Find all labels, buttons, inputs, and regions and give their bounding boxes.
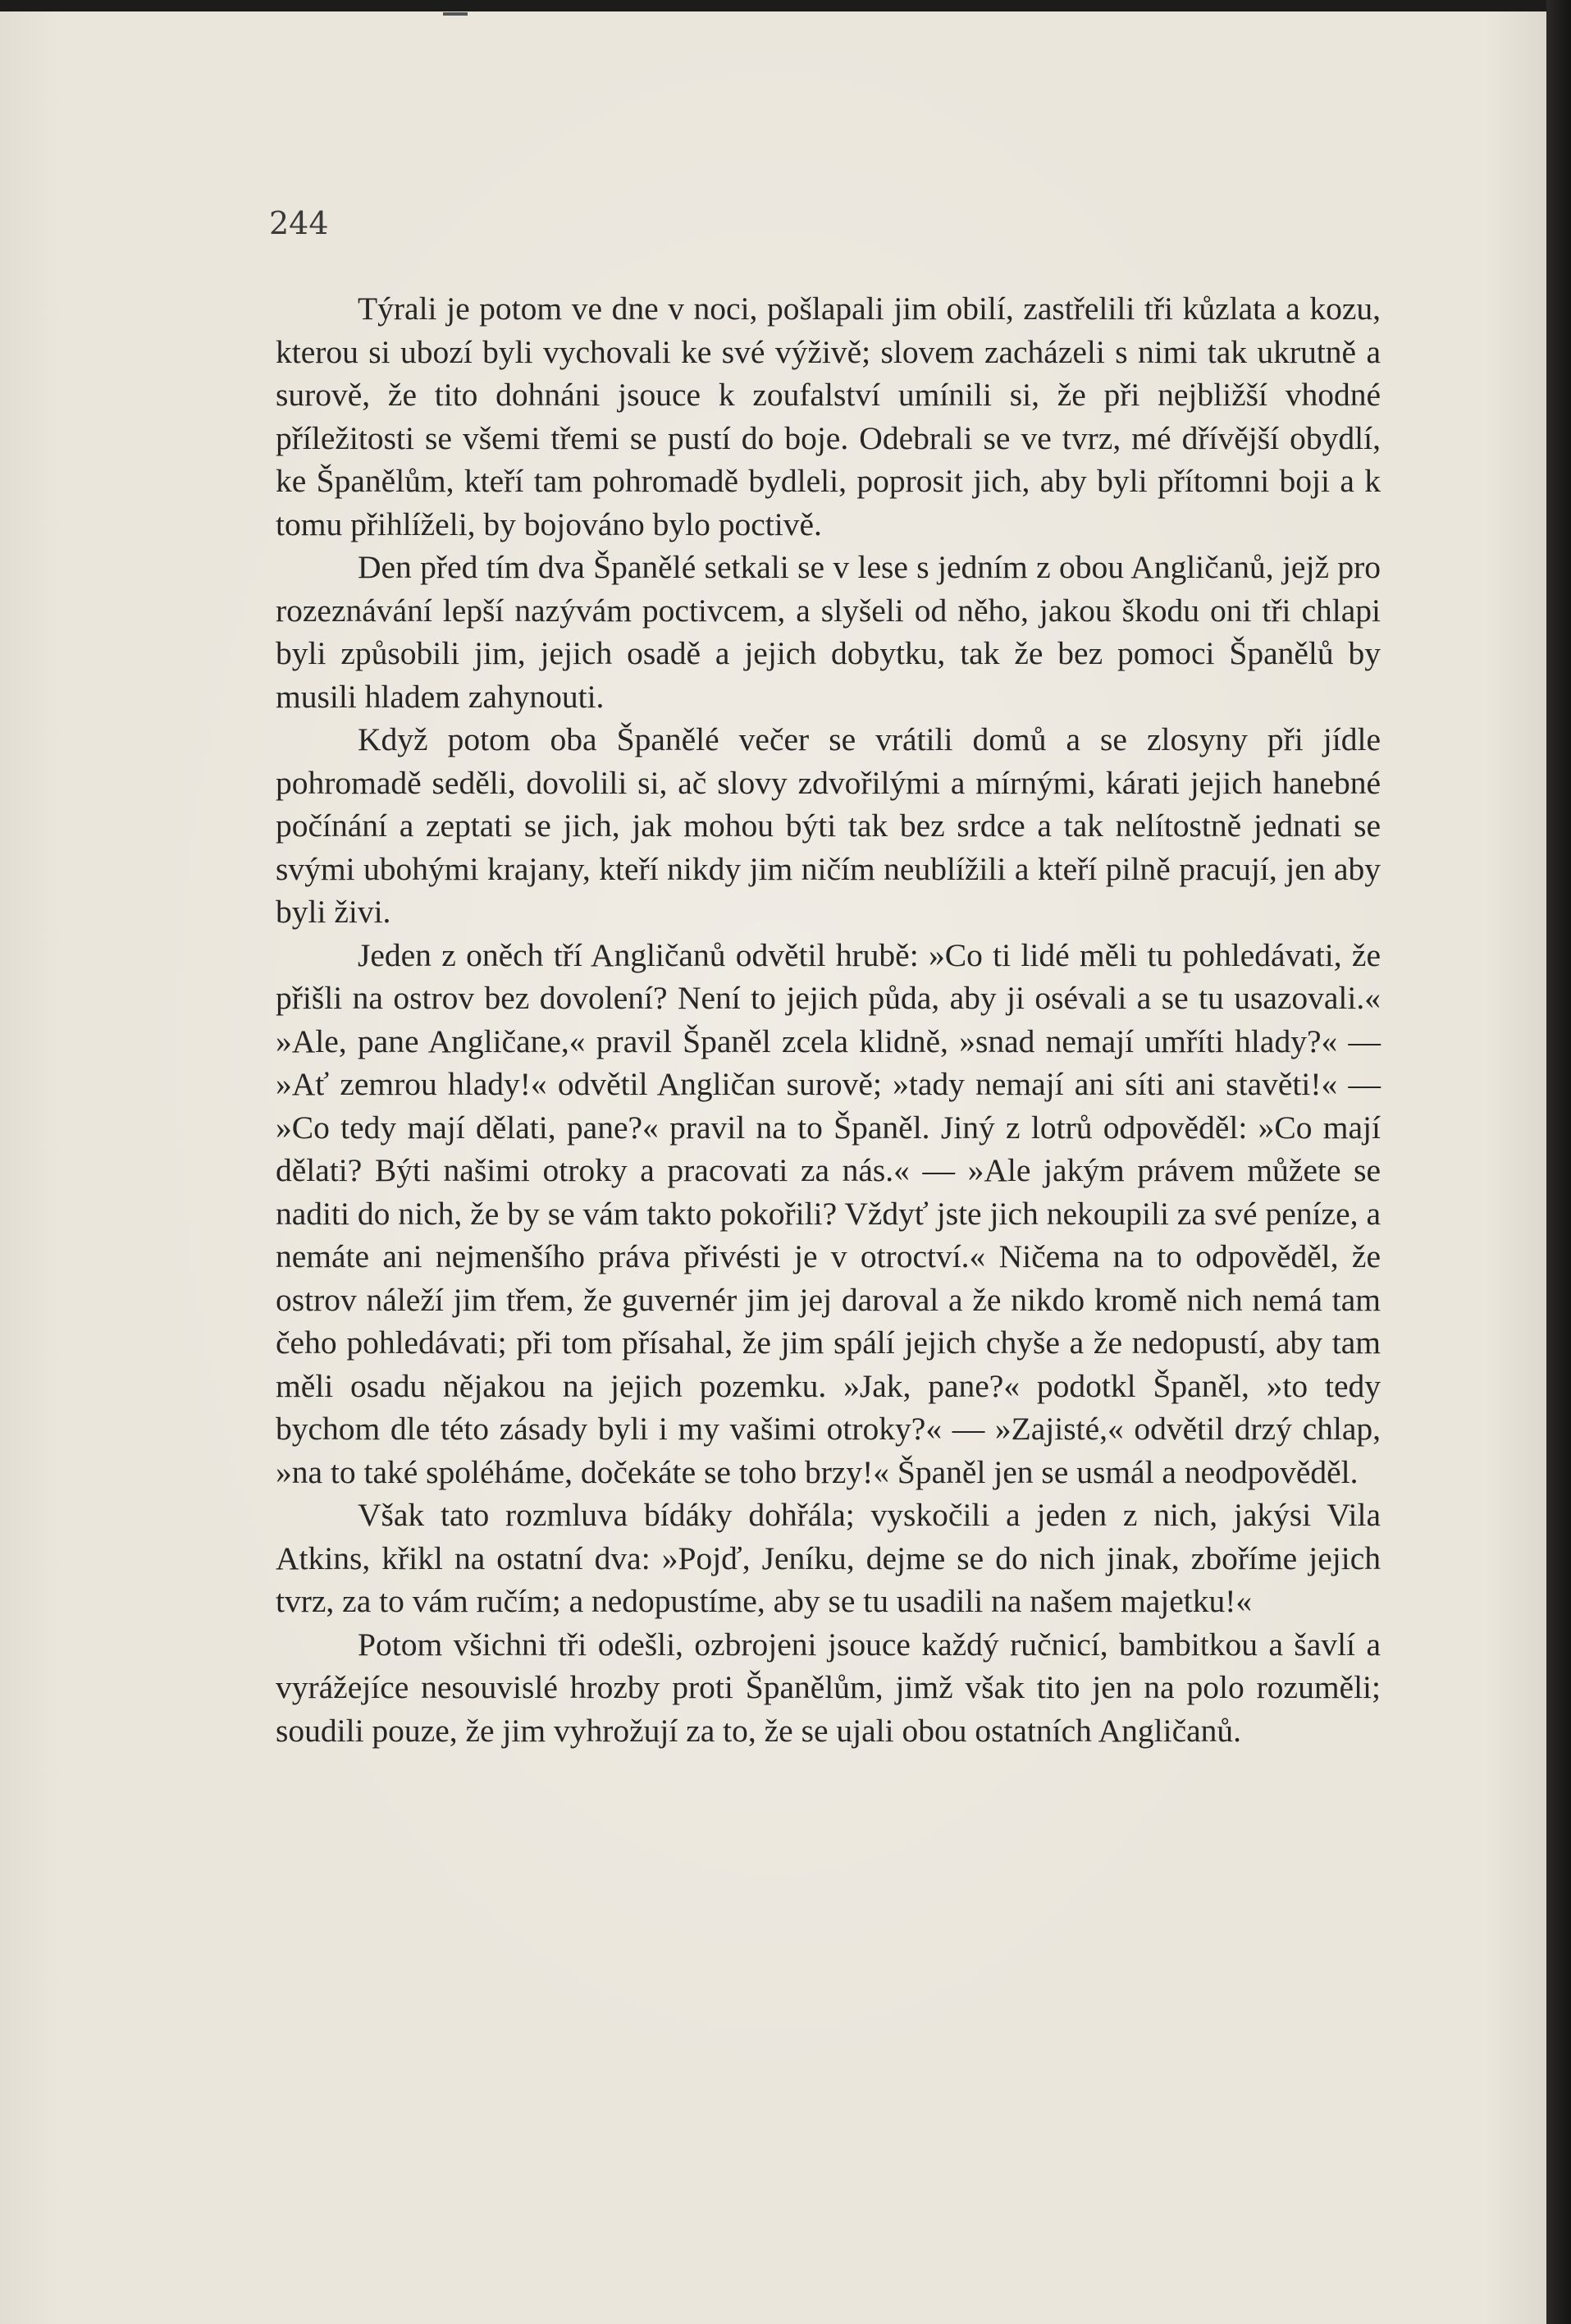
paragraph: Týrali je potom ve dne v noci, pošlapali jim obilí, zastřelili tři kůzlata a kozu, kterou si ubozí byli vychovali ke své výživě; slovem zacházeli s nimi tak ukrutně a surově, že tito dohnáni jsouce k zoufalství umínili si, že při nejbližší vhodné příležitosti se všemi třemi se pustí do boje. Odebrali se ve tvrz, mé dřívější obydlí, ke Španělům, kteří tam pohromadě bydleli, poprosit jich, aby byli přítomni boji a k tomu přihlíželi, by bojováno bylo poctivě. (276, 290, 1381, 542)
body-text (276, 287, 1381, 1752)
scan-edge (1546, 0, 1571, 2324)
paragraph: Den před tím dva Španělé setkali se v lese s jedním z obou Angličanů, jejž pro rozeznávání lepší nazývám poctivcem, a slyšeli od něho, jakou škodu oni tři chlapi byli způsobili jim, jejich osadě a jejich dobytku, tak že bez pomoci Španělů by musili hladem zahynouti. (276, 549, 1381, 715)
paragraph: Jeden z oněch tří Angličanů odvětil hrubě: »Co ti lidé měli tu pohledávati, že přišli na ostrov bez dovolení? Není to jejich půda, aby ji osévali a se tu usazovali.« »Ale, pane Angličane,« pravil Španěl zcela klidně, »snad nemají umříti hlady?« — »Ať zemrou hlady!« odvětil Angličan surově; »tady nemají ani síti ani stavěti!« — »Co tedy mají dělati, pane?« pravil na to Španěl. Jiný z lotrů odpověděl: »Co mají dělati? Býti našimi otroky a pracovati za nás.« — »Ale jakým právem můžete se naditi do nich, že by se vám takto pokořili? Vždyť jste jich nekoupili za své peníze, a nemáte ani nejmenšího práva přivésti je v otroctví.« Ničema na to odpověděl, že ostrov náleží jim třem, že guvernér jim jej daroval a že nikdo kromě nich nemá tam čeho pohledávati; při tom přísahal, že jim spálí jejich chyše a že nedopustí, aby tam měli osadu nějakou na jejich pozemku. »Jak, pane?« podotkl Španěl, »to tedy bychom dle této zásady byli i my vašimi otroky?« — »Zajisté,« odvětil drzý chlap, »na to také spoléháme, dočekáte se toho brzy!« Španěl jen se usmál a neodpověděl. (276, 936, 1381, 1490)
paragraph: Potom všichni tři odešli, ozbrojeni jsouce každý ručnicí, bambitkou a šavlí a vyrážejíce nesouvislé hrozby proti Španělům, jimž však tito jen na polo rozuměli; soudili pouze, že jim vyhrožují za to, že se ujali obou ostatních Angličanů. (276, 1626, 1381, 1749)
book-page (0, 11, 1546, 2324)
paragraph: Když potom oba Španělé večer se vrátili domů a se zlosyny při jídle pohromadě seděli, dovolili si, ač slovy zdvořilými a mírnými, kárati jejich hanebné počínání a zeptati se jich, jak mohou býti tak bez srdce a tak nelítostně jednati se svými ubohými krajany, kteří nikdy jim ničím neublížili a kteří pilně pracují, jen aby byli živi. (276, 721, 1381, 930)
printing-mark (443, 12, 468, 16)
paragraph: Však tato rozmluva bídáky dohřála; vyskočili a jeden z nich, jakýsi Vila Atkins, křikl na ostatní dva: »Pojď, Jeníku, dejme se do nich jinak, zboříme jejich tvrz, za to vám ručím; a nedopustíme, aby se tu usadili na našem majetku!« (276, 1497, 1381, 1619)
page-number: 244 (269, 205, 329, 241)
